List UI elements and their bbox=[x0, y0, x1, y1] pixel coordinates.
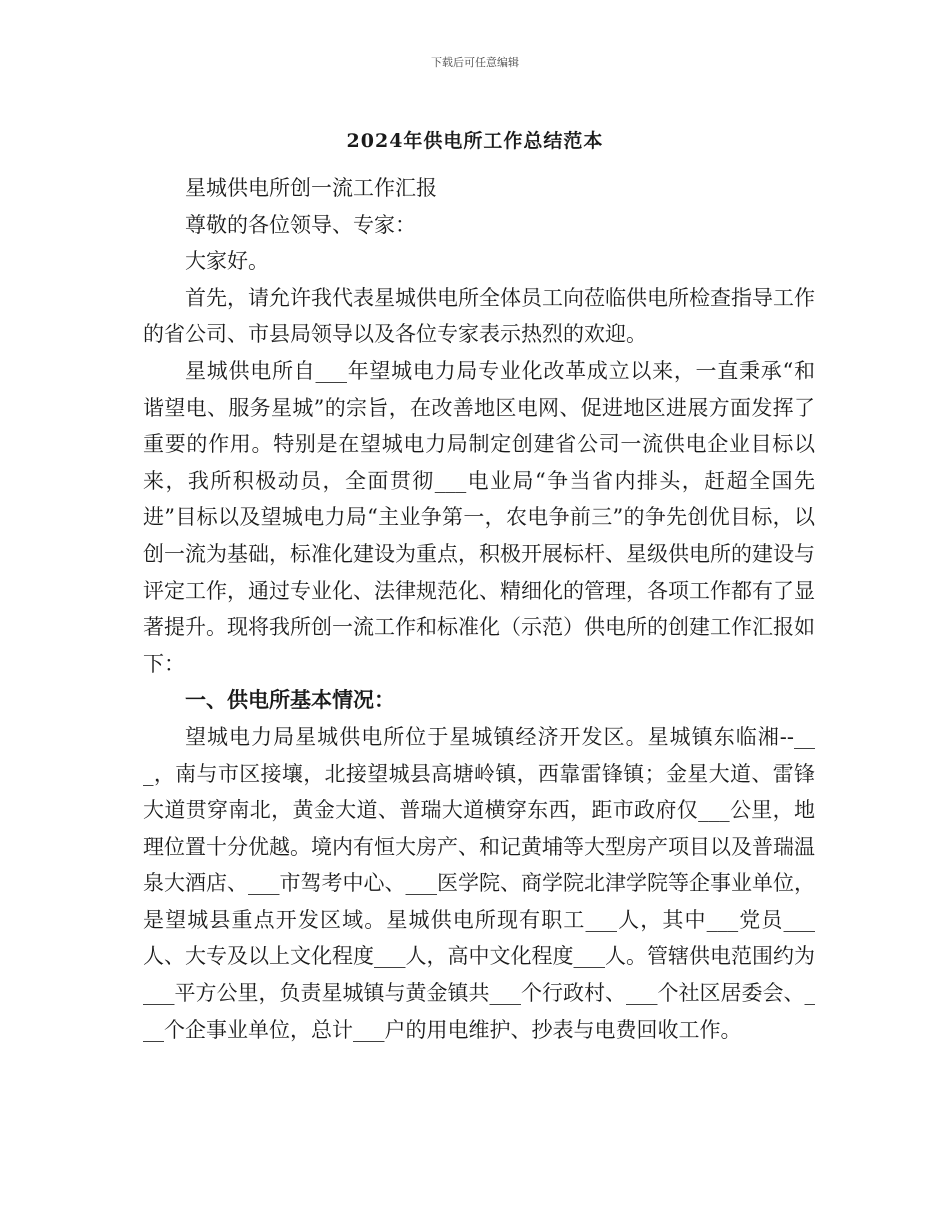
document-body bbox=[143, 170, 815, 1048]
document-title: 2024年供电所工作总结范本 bbox=[346, 130, 604, 152]
paragraph-report-title: 星城供电所创一流工作汇报 bbox=[185, 176, 437, 200]
section-heading-basic-info: 一、供电所基本情况： bbox=[185, 687, 395, 713]
paragraph-introduction: 星城供电所自___年望城电力局专业化改革成立以来，一直秉承“和谐望电、服务星城”的宗旨，在改善地区电网、促进地区进展方面发挥了重要的作用。特别是在望城电力局制定创建省公司一流供电企业目标以来，我所积极动员，全面贯彻___电业局“争当省内排头，赶超全国先进”目标以及望城电力局“主业争第一，农电争前三”的争先创优目标，以创一流为基础，标准化建设为重点，积极开展标杆、星级供电所的建设与评定工作，通过专业化、法律规范化、精细化的管理，各项工作都有了显著提升。现将我所创一流工作和标准化（示范）供电所的创建工作汇报如下： bbox=[143, 358, 815, 676]
paragraph-basic-info: 望城电力局星城供电所位于星城镇经济开发区。星城镇东临湘--___，南与市区接壤，北接望城县高塘岭镇，西靠雷锋镇；金星大道、雷锋大道贯穿南北，黄金大道、普瑞大道横穿东西，距市政府仅___公里，地理位置十分优越。境内有恒大房产、和记黄埔等大型房产项目以及普瑞温泉大酒店、___市驾考中心、___医学院、商学院北津学院等企事业单位，是望城县重点开发区域。星城供电所现有职工___人，其中___党员___人、大专及以上文化程度___人，高中文化程度___人。管辖供电范围约为___平方公里，负责星城镇与黄金镇共___个行政村、___个社区居委会、___个企事业单位，总计___户的用电维护、抄表与电费回收工作。 bbox=[143, 724, 815, 1042]
paragraph-salutation: 尊敬的各位领导、专家： bbox=[185, 212, 416, 237]
header-note: 下载后可任意编辑 bbox=[431, 56, 519, 69]
paragraph-greeting: 大家好。 bbox=[185, 249, 269, 274]
paragraph-welcome: 首先，请允许我代表星城供电所全体员工向莅临供电所检查指导工作的省公司、市县局领导以及各位专家表示热烈的欢迎。 bbox=[143, 285, 815, 347]
